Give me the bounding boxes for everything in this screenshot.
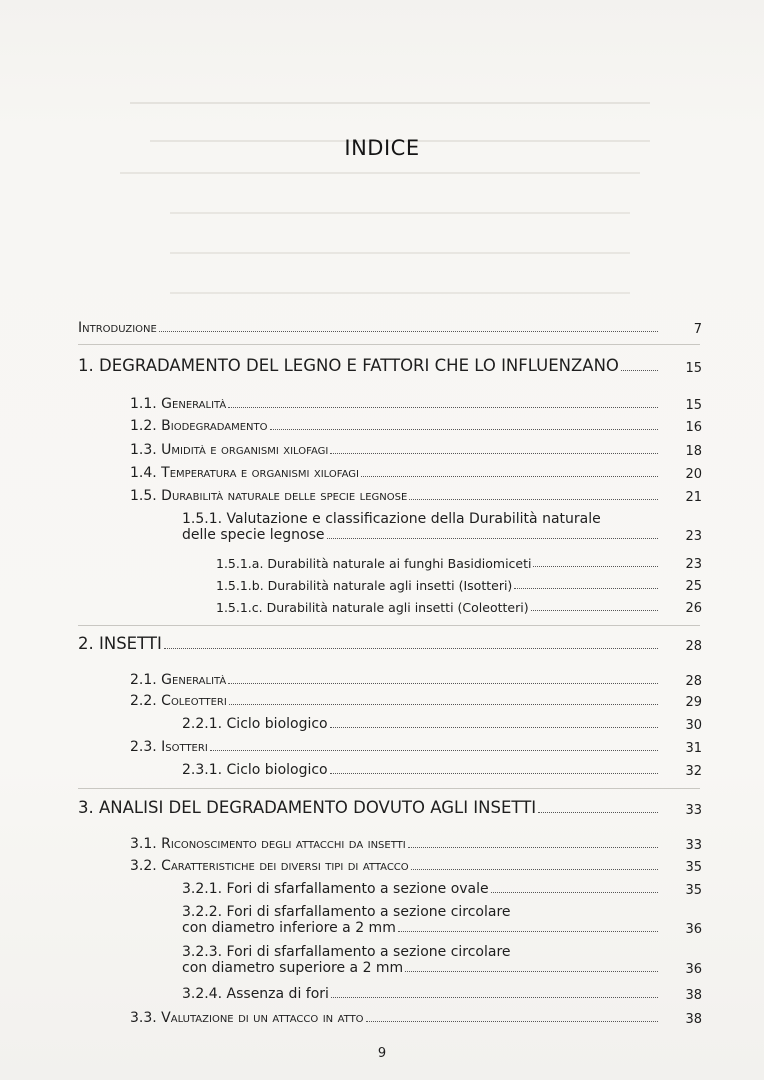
toc-entry-continuation (182, 527, 702, 544)
toc-entry-continuation (182, 920, 702, 937)
section-divider (78, 625, 700, 626)
toc-entry (182, 511, 702, 544)
toc-page-number: 29 (685, 695, 702, 710)
show-through-line (170, 200, 630, 214)
toc-page-number: 31 (685, 741, 702, 756)
show-through-line (120, 160, 640, 174)
toc-entry-label: 2.3. Isotteri (130, 739, 208, 755)
leader-dots (366, 1021, 658, 1022)
section-divider (78, 788, 700, 789)
toc-page-number: 33 (685, 838, 702, 853)
toc-page-number: 7 (693, 322, 702, 337)
toc-entry-label-cont: con diametro superiore a 2 mm (182, 960, 404, 976)
toc-entry (78, 356, 702, 376)
leader-dots (514, 588, 658, 589)
toc-page-number: 32 (685, 764, 702, 779)
toc-entry-label: 3.2.2. Fori di sfarfallamento a sezione circolare (182, 904, 511, 920)
toc-entry (182, 716, 702, 733)
leader-dots (229, 704, 658, 705)
toc-entry (130, 858, 702, 875)
toc-entry-continuation (182, 960, 702, 977)
toc-entry-label: 2.1. Generalità (130, 672, 227, 688)
toc-page-number: 35 (685, 883, 702, 898)
toc-entry-label: 1.1. Generalità (130, 396, 227, 412)
toc-page-number: 21 (685, 490, 702, 505)
leader-dots (533, 566, 658, 567)
toc-entry (78, 320, 702, 337)
toc-page-number: 18 (685, 444, 702, 459)
toc-page-number: 28 (685, 639, 702, 654)
leader-dots (330, 773, 658, 774)
toc-page-number: 23 (685, 529, 702, 544)
toc-page-number: 23 (685, 557, 702, 572)
toc-entry (130, 672, 702, 689)
toc-page-number: 20 (685, 467, 702, 482)
toc-entry (130, 488, 702, 505)
toc-entry (78, 634, 702, 654)
toc-entry (182, 986, 702, 1003)
leader-dots (164, 648, 658, 649)
leader-dots (408, 847, 658, 848)
toc-page-number: 33 (685, 803, 702, 818)
toc-entry (182, 944, 702, 977)
toc-entry (130, 465, 702, 482)
toc-entry-label: 2. INSETTI (78, 634, 162, 653)
toc-entry-label: 1.5.1.b. Durabilità naturale agli insetti (Isotteri) (216, 578, 513, 593)
toc-entry-label: 1.4. Temperatura e organismi xilofagi (130, 465, 359, 481)
toc-entry (78, 798, 702, 818)
leader-dots (331, 997, 658, 998)
toc-entry (130, 693, 702, 710)
toc-page-number: 30 (685, 718, 702, 733)
leader-dots (538, 812, 658, 813)
leader-dots (409, 499, 658, 500)
toc-entry (182, 904, 702, 937)
toc-page-number: 28 (685, 674, 702, 689)
toc-entry-label: 3.2.4. Assenza di fori (182, 986, 329, 1002)
toc-entry-label: 2.3.1. Ciclo biologico (182, 762, 328, 778)
toc-entry (182, 762, 702, 779)
toc-entry-label: Introduzione (78, 320, 157, 336)
leader-dots (411, 869, 658, 870)
toc-entry (130, 836, 702, 853)
leader-dots (491, 892, 658, 893)
toc-page-number: 36 (685, 922, 702, 937)
toc-entry-label: 3.2.1. Fori di sfarfallamento a sezione ovale (182, 881, 489, 897)
toc-entry-label: 1.5.1.a. Durabilità naturale ai funghi Basidiomiceti (216, 556, 532, 571)
section-divider (78, 344, 700, 345)
toc-page-number: 16 (685, 420, 702, 435)
leader-dots (228, 407, 658, 408)
toc-entry-label: 3.2. Caratteristiche dei diversi tipi di attacco (130, 858, 409, 874)
toc-entry-label: 2.2.1. Ciclo biologico (182, 716, 328, 732)
toc-entry (216, 600, 702, 616)
show-through-line (130, 88, 650, 104)
toc-entry (130, 396, 702, 413)
toc-entry-label: 1. DEGRADAMENTO DEL LEGNO E FATTORI CHE LO INFLUENZANO (78, 356, 619, 375)
toc-entry (130, 418, 702, 435)
toc-page-number: 26 (685, 601, 702, 616)
leader-dots (327, 538, 658, 539)
toc-page-number: 15 (685, 361, 702, 376)
leader-dots (228, 683, 658, 684)
toc-entry (130, 1010, 702, 1027)
toc-entry-label: 1.5.1.c. Durabilità naturale agli insetti (Coleotteri) (216, 600, 529, 615)
toc-entry (216, 578, 702, 594)
toc-entry-label-cont: delle specie legnose (182, 527, 325, 543)
leader-dots (531, 610, 658, 611)
toc-entry (130, 739, 702, 756)
toc-entry-label: 2.2. Coleotteri (130, 693, 227, 709)
toc-entry (216, 556, 702, 572)
leader-dots (210, 750, 658, 751)
toc-entry-label: 1.5.1. Valutazione e classificazione della Durabilità naturale (182, 511, 601, 527)
toc-entry (130, 442, 702, 459)
leader-dots (361, 476, 658, 477)
leader-dots (405, 971, 658, 972)
toc-entry-label: 3.3. Valutazione di un attacco in atto (130, 1010, 364, 1026)
toc-entry-label: 1.5. Durabilità naturale delle specie legnose (130, 488, 408, 504)
toc-entry-label: 3. ANALISI DEL DEGRADAMENTO DOVUTO AGLI INSETTI (78, 798, 537, 817)
leader-dots (398, 931, 658, 932)
toc-entry (182, 881, 702, 898)
toc-entry-label: 1.3. Umidità e organismi xilofagi (130, 442, 329, 458)
toc-page-number: 38 (685, 988, 702, 1003)
toc-entry-label: 3.2.3. Fori di sfarfallamento a sezione circolare (182, 944, 511, 960)
page-number-folio: 9 (377, 1046, 387, 1061)
toc-entry-label: 1.2. Biodegradamento (130, 418, 268, 434)
leader-dots (270, 429, 658, 430)
toc-page-number: 36 (685, 962, 702, 977)
leader-dots (621, 370, 658, 371)
toc-page-number: 15 (685, 398, 702, 413)
toc-entry-label: 3.1. Riconoscimento degli attacchi da insetti (130, 836, 406, 852)
show-through-line (170, 240, 630, 254)
toc-page-number: 35 (685, 860, 702, 875)
page-title: INDICE (344, 136, 420, 160)
leader-dots (159, 331, 658, 332)
toc-entry-label-cont: con diametro inferiore a 2 mm (182, 920, 396, 936)
show-through-line (170, 280, 630, 294)
leader-dots (330, 453, 658, 454)
toc-page-number: 25 (685, 579, 702, 594)
toc-page-number: 38 (685, 1012, 702, 1027)
leader-dots (330, 727, 658, 728)
